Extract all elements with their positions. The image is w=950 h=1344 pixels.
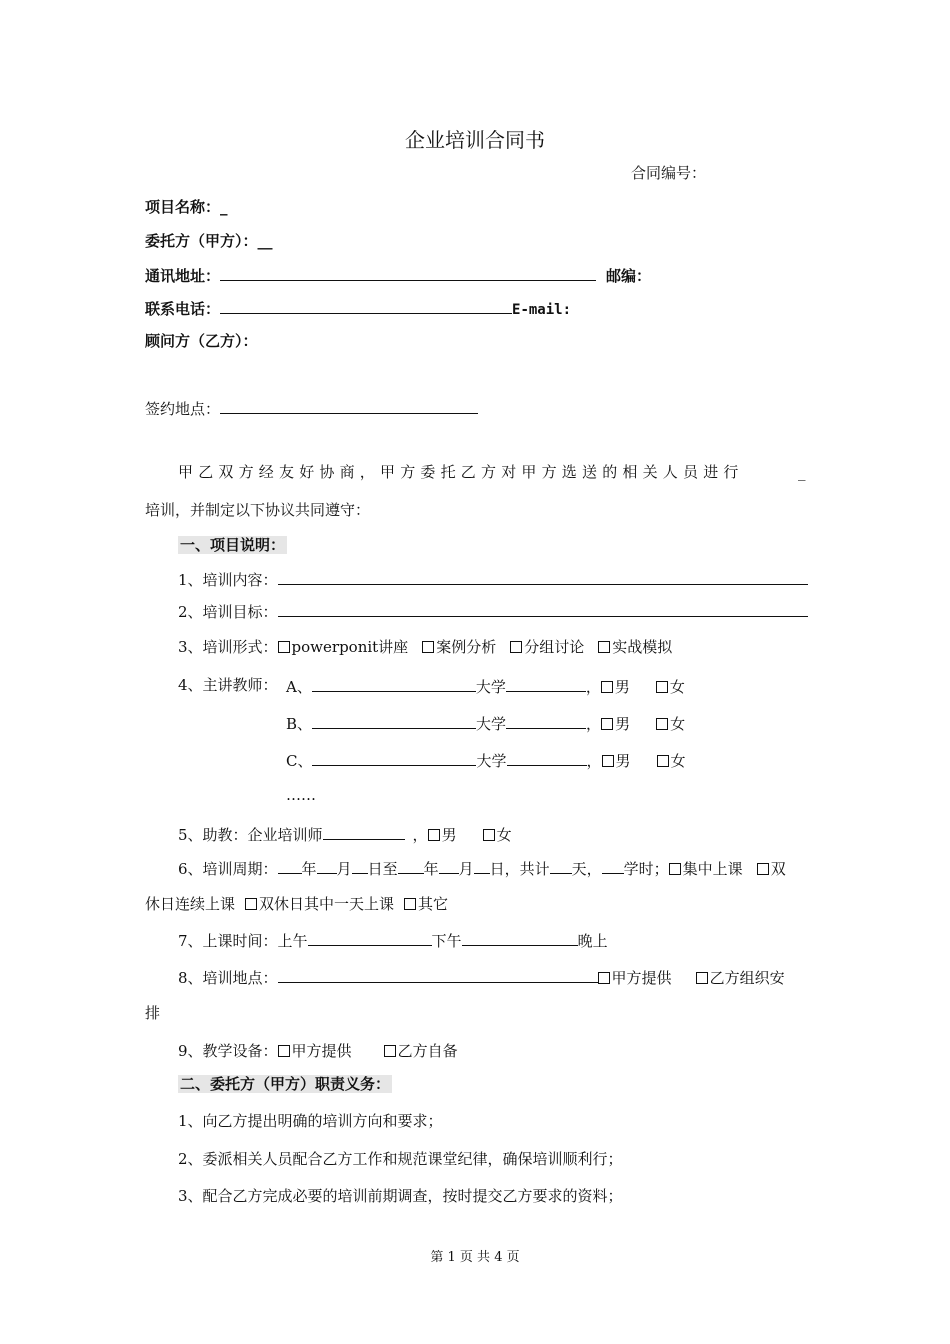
goal-line	[178, 600, 808, 622]
male-option: 男	[441, 826, 457, 844]
checkbox[interactable]	[510, 641, 522, 653]
female-option: 女	[669, 678, 685, 696]
checkbox[interactable]	[656, 681, 668, 693]
university-label: 大学	[476, 752, 507, 770]
email-label: E-mail:	[512, 302, 572, 318]
form-option: powerponit讲座	[291, 638, 409, 656]
duty-item: 3、配合乙方完成必要的培训前期调查，按时提交乙方要求的资料；	[178, 1187, 623, 1205]
male-option: 男	[615, 752, 631, 770]
checkbox[interactable]	[483, 829, 495, 841]
checkbox[interactable]	[384, 1045, 396, 1057]
teacher-name-field[interactable]	[312, 749, 476, 766]
year-label: 年	[423, 860, 439, 878]
checkbox[interactable]	[757, 863, 769, 875]
ellipsis: ……	[286, 786, 316, 804]
male-option: 男	[615, 715, 631, 733]
section1-heading	[178, 535, 287, 555]
morning-label: 7、上课时间：上午	[178, 932, 308, 950]
period-option: 休日连续上课	[145, 895, 236, 913]
comma: ，	[412, 826, 428, 844]
place-field[interactable]	[278, 966, 598, 983]
teacher-row-c	[286, 749, 686, 771]
goal-field[interactable]	[278, 600, 808, 617]
university-field[interactable]	[507, 749, 587, 766]
consultant-label: 顾问方（乙方）：	[145, 332, 258, 350]
comma: ，	[586, 715, 602, 733]
male-option: 男	[614, 678, 630, 696]
year-field[interactable]	[398, 857, 424, 874]
teacher-row-letter: B、	[286, 715, 313, 733]
year-label: 年	[301, 860, 317, 878]
equipment-line	[178, 1041, 458, 1061]
phone-field[interactable]	[220, 297, 512, 314]
form-option: 案例分析	[436, 638, 497, 656]
checkbox[interactable]	[404, 898, 416, 910]
period-option: 集中上课	[682, 860, 743, 878]
client-line	[145, 231, 273, 251]
content-label: 1、培训内容：	[178, 571, 278, 589]
period-option: 双	[770, 860, 786, 878]
section2-heading-text: 二、委托方（甲方）职责义务：	[180, 1075, 391, 1093]
address-label: 通讯地址：	[145, 267, 221, 285]
checkbox[interactable]	[422, 641, 434, 653]
days-label: 天，	[571, 860, 602, 878]
university-label: 大学	[475, 678, 506, 696]
form-line	[178, 637, 672, 657]
teacher-row-b	[286, 712, 685, 734]
afternoon-field[interactable]	[462, 929, 578, 946]
place-option-continued: 排	[145, 1004, 161, 1022]
checkbox[interactable]	[245, 898, 257, 910]
client-blank: __	[257, 232, 273, 250]
section1-heading-text: 一、项目说明：	[180, 536, 286, 554]
duty-item: 1、向乙方提出明确的培训方向和要求；	[178, 1112, 443, 1130]
sign-place-line	[145, 397, 478, 419]
day-total-label: 日，共计	[489, 860, 550, 878]
teacher-name-field[interactable]	[312, 712, 476, 729]
equipment-option: 甲方提供	[291, 1042, 352, 1060]
teacher-label: 4、主讲教师：	[178, 676, 278, 694]
project-name-line	[145, 197, 228, 217]
afternoon-label: 下午	[431, 932, 462, 950]
goal-label: 2、培训目标：	[178, 603, 278, 621]
teacher-row-a	[286, 675, 685, 697]
checkbox[interactable]	[598, 972, 610, 984]
days-field[interactable]	[550, 857, 572, 874]
place-option: 乙方组织安	[709, 969, 785, 987]
address-field[interactable]	[220, 264, 596, 281]
form-option: 实战模拟	[612, 638, 673, 656]
form-option: 分组讨论	[524, 638, 585, 656]
assistant-field[interactable]	[323, 823, 405, 840]
project-name-blank: _	[220, 198, 228, 216]
morning-field[interactable]	[308, 929, 432, 946]
content-line	[178, 568, 808, 590]
checkbox[interactable]	[601, 681, 613, 693]
postcode-label: 邮编：	[606, 267, 652, 285]
equipment-option: 乙方自备	[397, 1042, 458, 1060]
checkbox[interactable]	[428, 829, 440, 841]
place-label: 8、培训地点：	[178, 969, 278, 987]
checkbox[interactable]	[602, 755, 614, 767]
hours-label: 学时；	[623, 860, 669, 878]
checkbox[interactable]	[669, 863, 681, 875]
page-footer: 第 1 页 共 4 页	[430, 1250, 520, 1265]
intro-line-2: 培训，并制定以下协议共同遵守：	[145, 501, 371, 519]
checkbox[interactable]	[278, 641, 290, 653]
comma: ，	[586, 752, 602, 770]
teacher-row-letter: C、	[286, 752, 313, 770]
place-option: 甲方提供	[611, 969, 672, 987]
sign-place-label: 签约地点：	[145, 400, 221, 418]
content-field[interactable]	[278, 568, 808, 585]
intro-line-1	[178, 462, 744, 482]
phone-label: 联系电话：	[145, 300, 221, 318]
year-field[interactable]	[278, 857, 302, 874]
document-title: 企业培训合同书	[405, 128, 545, 152]
comma: ，	[585, 678, 601, 696]
contract-number-label: 合同编号：	[631, 164, 707, 182]
checkbox[interactable]	[601, 718, 613, 730]
month-label: 月	[458, 860, 474, 878]
sign-place-field[interactable]	[220, 397, 478, 414]
month-field[interactable]	[439, 857, 459, 874]
day-field[interactable]	[352, 857, 368, 874]
day-field[interactable]	[474, 857, 490, 874]
month-label: 月	[336, 860, 352, 878]
teacher-name-field[interactable]	[312, 675, 476, 692]
intro-blank: _	[798, 463, 806, 481]
period-label: 6、培训周期：	[178, 860, 278, 878]
university-field[interactable]	[506, 712, 586, 729]
checkbox[interactable]	[278, 1045, 290, 1057]
client-label: 委托方（甲方）：	[145, 232, 258, 250]
month-field[interactable]	[317, 857, 337, 874]
phone-line	[145, 297, 571, 320]
checkbox[interactable]	[657, 755, 669, 767]
checkbox[interactable]	[656, 718, 668, 730]
day-to-label: 日至	[367, 860, 398, 878]
form-label: 3、培训形式：	[178, 638, 278, 656]
assistant-line	[178, 823, 512, 845]
duty-item: 2、委派相关人员配合乙方工作和规范课堂纪律，确保培训顺利行；	[178, 1150, 623, 1168]
period-option: 双休日其中一天上课	[259, 895, 395, 913]
university-label: 大学	[476, 715, 507, 733]
teacher-row-letter: A、	[286, 678, 312, 696]
hours-field[interactable]	[602, 857, 624, 874]
class-time-line	[178, 929, 608, 951]
checkbox[interactable]	[598, 641, 610, 653]
assistant-label: 5、助教：企业培训师	[178, 826, 323, 844]
period-line	[178, 857, 786, 879]
checkbox[interactable]	[696, 972, 708, 984]
equipment-label: 9、教学设备：	[178, 1042, 278, 1060]
period-option: 其它	[418, 895, 449, 913]
address-line	[145, 264, 651, 286]
evening-label: 晚上	[577, 932, 608, 950]
university-field[interactable]	[506, 675, 586, 692]
female-option: 女	[496, 826, 512, 844]
period-line-2	[145, 894, 448, 914]
section2-heading	[178, 1074, 392, 1094]
female-option: 女	[670, 752, 686, 770]
place-line	[178, 966, 785, 988]
female-option: 女	[670, 715, 686, 733]
intro-text-1: 甲乙双方经友好协商，甲方委托乙方对甲方选送的相关人员进行	[178, 463, 744, 481]
project-name-label: 项目名称：	[145, 198, 221, 216]
